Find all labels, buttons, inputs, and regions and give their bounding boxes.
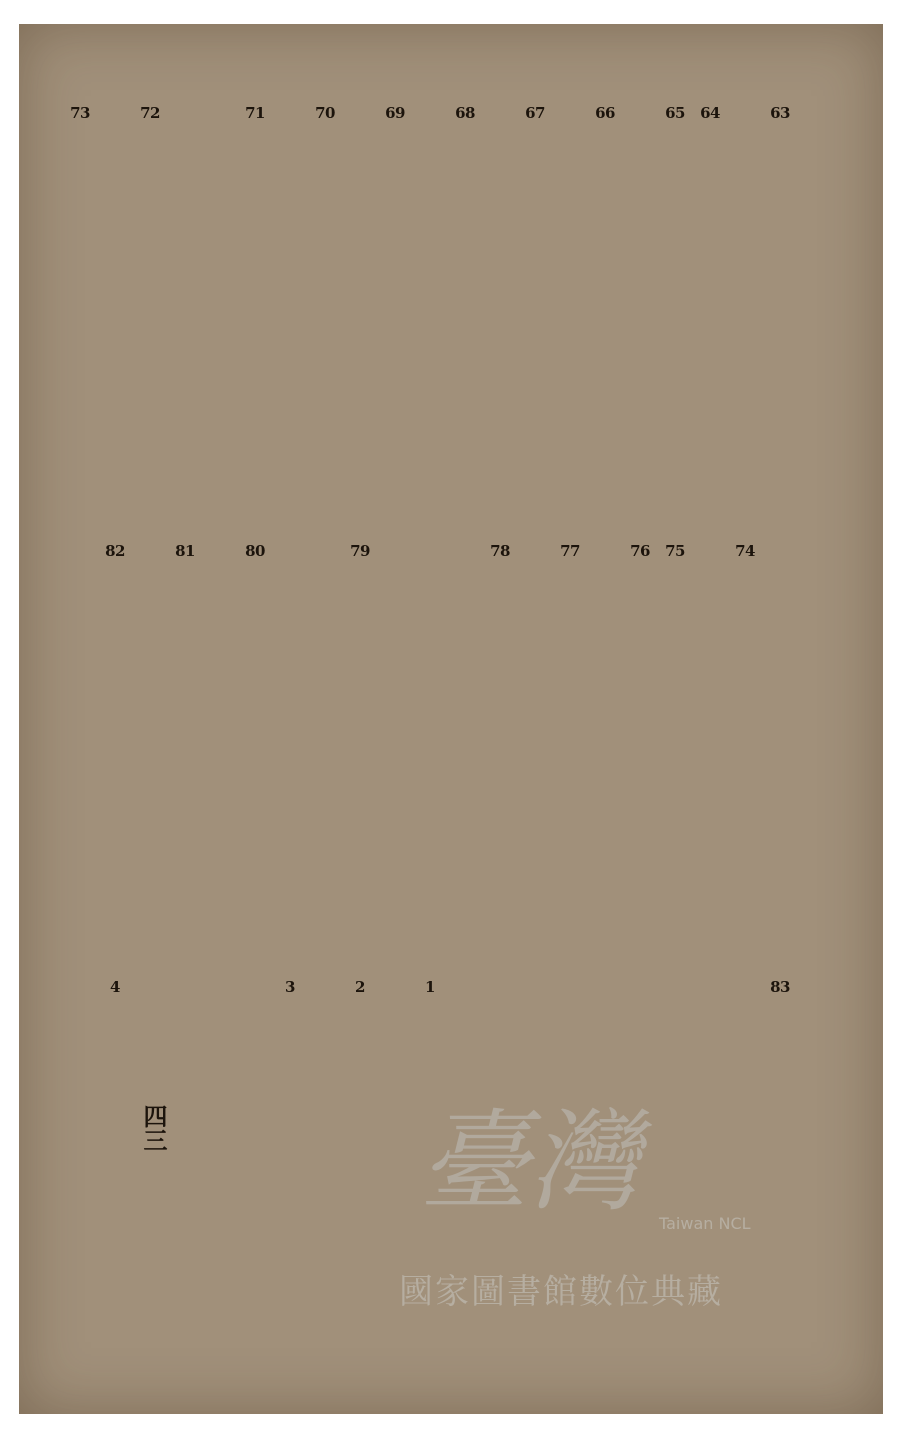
text-column	[204, 976, 236, 1396]
text-column: 1	[425, 978, 435, 996]
text-column: 78	[490, 542, 510, 560]
text-column	[484, 102, 516, 522]
text-column	[484, 976, 516, 1396]
text-column	[729, 976, 761, 1396]
text-column	[64, 540, 96, 950]
text-column	[274, 102, 306, 522]
text-column: 83	[770, 978, 790, 996]
text-column	[379, 540, 411, 950]
text-column	[134, 976, 166, 1396]
text-column: 63	[770, 104, 790, 122]
text-column: 70	[315, 104, 335, 122]
text-column	[414, 102, 446, 522]
text-column	[554, 102, 586, 522]
text-column	[624, 102, 656, 522]
text-column: 68	[455, 104, 475, 122]
text-column: 74	[735, 542, 755, 560]
text-column	[414, 540, 446, 950]
text-column: 72	[140, 104, 160, 122]
text-column	[519, 540, 551, 950]
text-column: 65	[665, 104, 685, 122]
text-column	[799, 102, 831, 522]
text-column	[519, 976, 551, 1396]
text-column: 71	[245, 104, 265, 122]
text-column	[379, 976, 411, 1396]
text-column	[274, 540, 306, 950]
text-column	[64, 976, 96, 1396]
text-column: 67	[525, 104, 545, 122]
text-column	[99, 102, 131, 522]
text-column: 66	[595, 104, 615, 122]
text-column	[659, 976, 691, 1396]
text-column	[239, 976, 271, 1396]
text-column	[169, 102, 201, 522]
text-column	[694, 540, 726, 950]
watermark-logo: 臺灣	[419, 1098, 639, 1226]
text-column: 73	[70, 104, 90, 122]
text-column: 69	[385, 104, 405, 122]
section-heading	[449, 976, 481, 1396]
text-column	[694, 976, 726, 1396]
text-column	[204, 102, 236, 522]
text-column: 80	[245, 542, 265, 560]
text-column	[764, 540, 796, 950]
text-column	[624, 976, 656, 1396]
text-column	[729, 102, 761, 522]
text-column	[169, 976, 201, 1396]
text-column	[134, 540, 166, 950]
text-column	[799, 540, 831, 950]
text-column: 64	[700, 104, 720, 122]
page-number: 四三	[139, 1104, 168, 1152]
text-band-middle	[19, 540, 883, 950]
text-column: 75	[665, 542, 685, 560]
watermark-org: 國家圖書館數位典藏	[399, 1272, 723, 1312]
text-column: 82	[105, 542, 125, 560]
text-column	[449, 540, 481, 950]
text-column: 81	[175, 542, 195, 560]
text-column	[589, 976, 621, 1396]
watermark-english: Taiwan NCL	[659, 1214, 751, 1233]
text-column	[799, 976, 831, 1396]
text-band-top	[19, 102, 883, 522]
text-column	[344, 102, 376, 522]
text-column	[204, 540, 236, 950]
text-column: 77	[560, 542, 580, 560]
text-column	[589, 540, 621, 950]
text-column: 3	[285, 978, 295, 996]
text-column	[309, 976, 341, 1396]
text-band-bottom	[19, 976, 883, 1396]
text-column	[309, 540, 341, 950]
text-column: 79	[350, 542, 370, 560]
text-column	[554, 976, 586, 1396]
text-column: 76	[630, 542, 650, 560]
document-page	[19, 24, 883, 1414]
text-column: 4	[110, 978, 120, 996]
text-column: 2	[355, 978, 365, 996]
